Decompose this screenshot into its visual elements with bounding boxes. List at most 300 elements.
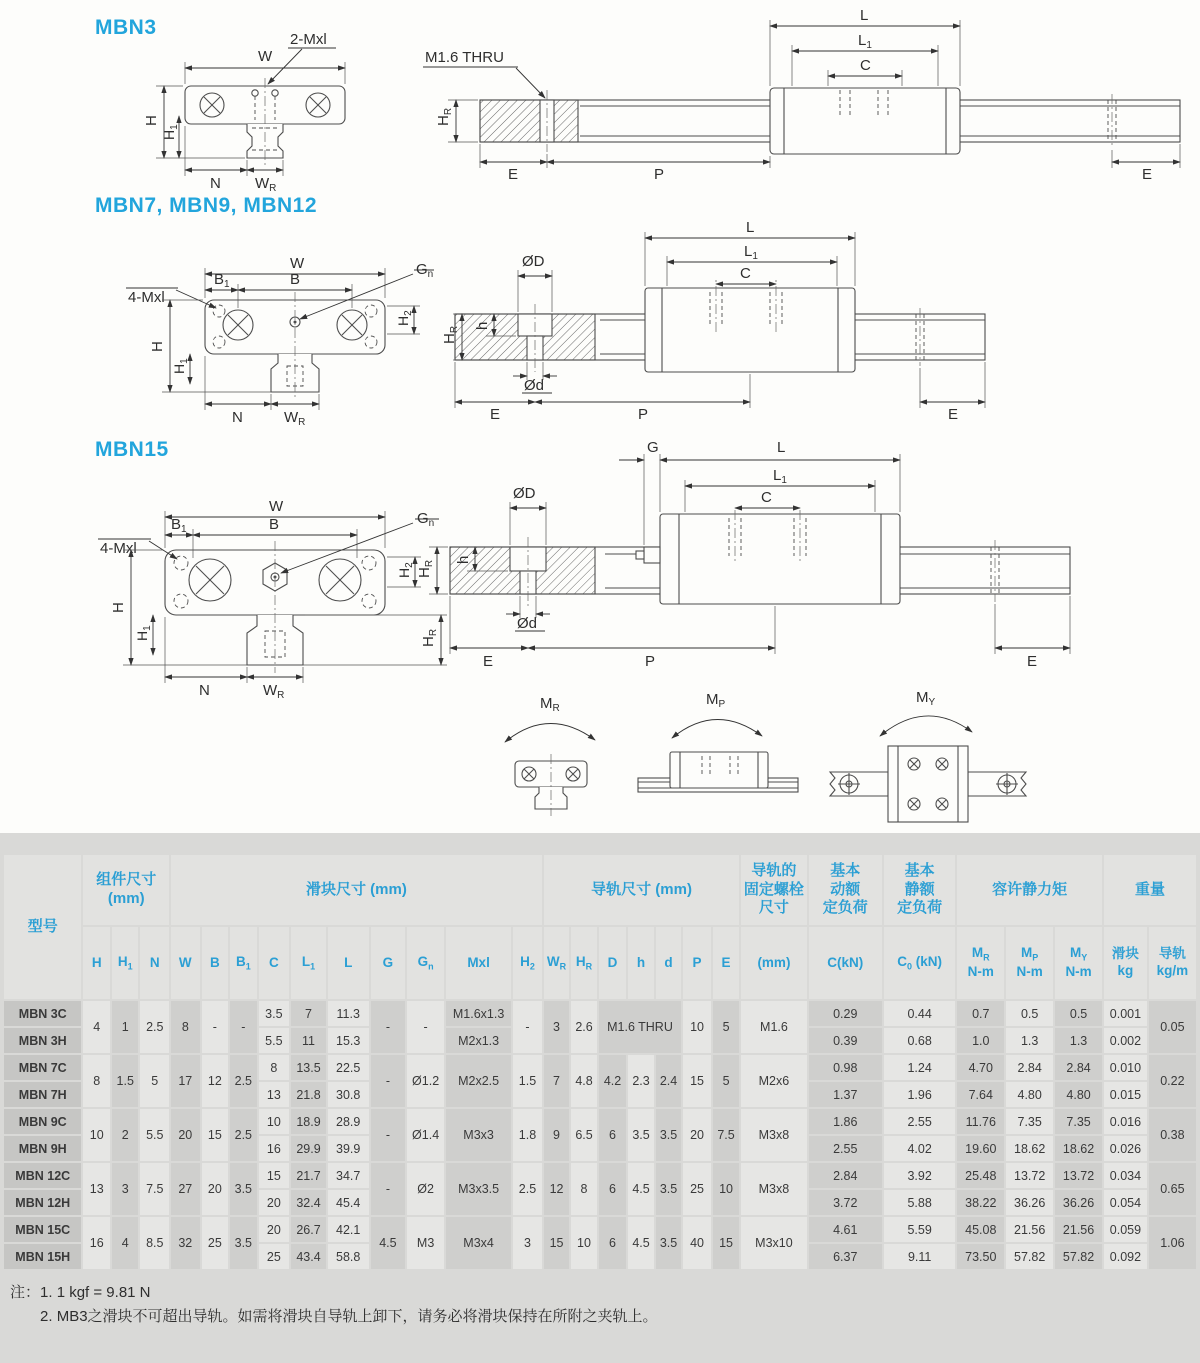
cell: 0.059 [1104, 1217, 1147, 1242]
cell: 2.5 [230, 1055, 257, 1107]
cell: 6.5 [571, 1109, 596, 1161]
col-header-d: d [656, 927, 681, 999]
model-cell: MBN 9H [4, 1136, 81, 1161]
cell: 3.5 [628, 1109, 653, 1161]
dim-label-Gn: $G_n$ [417, 510, 435, 529]
cell: 5 [713, 1055, 740, 1107]
cell: - [371, 1163, 406, 1215]
cell: 0.29 [809, 1001, 882, 1026]
cell: 8.5 [140, 1217, 169, 1269]
cell: 0.092 [1104, 1244, 1147, 1269]
col-header-bolt-mm: (mm) [741, 927, 806, 999]
col-header-WR: $W_R$ [544, 927, 569, 999]
mbn15-side-drawing [405, 432, 1105, 672]
cell: 7.35 [1055, 1109, 1102, 1134]
dim-label-B: B [269, 516, 280, 533]
dim-label-N: N [232, 409, 243, 426]
col-header-E: E [713, 927, 740, 999]
cell: 29.9 [291, 1136, 326, 1161]
col-group-rail: 导轨尺寸 (mm) [544, 855, 740, 925]
cell: 15 [544, 1217, 569, 1269]
cell: 3.5 [656, 1109, 681, 1161]
cell: 45.4 [328, 1190, 369, 1215]
dim-label-E2: E [948, 406, 959, 423]
cell: 1.37 [809, 1082, 882, 1107]
dim-label-L: L [746, 219, 755, 236]
cell: 5.5 [140, 1109, 169, 1161]
cell: 2 [112, 1109, 139, 1161]
cell: 7.64 [957, 1082, 1004, 1107]
cell: 0.39 [809, 1028, 882, 1053]
cell: 13.5 [291, 1055, 326, 1080]
cell: 6 [599, 1217, 627, 1269]
model-cell: MBN 15H [4, 1244, 81, 1269]
dim-label-E2: E [1027, 653, 1038, 670]
dim-label-MP: $M_P$ [706, 691, 726, 710]
mbn15-side-shape [450, 510, 1070, 606]
cell: 22.5 [328, 1055, 369, 1080]
cell: 25 [259, 1244, 290, 1269]
cell: 2.84 [1055, 1055, 1102, 1080]
dim-label-MR: $M_R$ [540, 695, 560, 714]
cell: 15 [259, 1163, 290, 1188]
col-header-N: N [140, 927, 169, 999]
cell: 0.5 [1055, 1001, 1102, 1026]
dim-label-E2: E [1142, 166, 1153, 183]
cell: 0.44 [884, 1001, 955, 1026]
col-header-C0kN: $C_0$ (kN) [884, 927, 955, 999]
cell: - [371, 1001, 406, 1053]
cell: 57.82 [1006, 1244, 1053, 1269]
spec-table-zone [0, 833, 1200, 1363]
cell: - [202, 1001, 229, 1053]
col-group-assembly: 组件尺寸 (mm) [83, 855, 169, 925]
cell: 13 [259, 1082, 290, 1107]
dim-label-4mxl: 4-Mxl [128, 289, 165, 306]
cell: 0.010 [1104, 1055, 1147, 1080]
cell: 15 [202, 1109, 229, 1161]
table-row [4, 1163, 1196, 1188]
cell: 7 [544, 1055, 569, 1107]
cell: 2.5 [230, 1109, 257, 1161]
moment-diagrams [0, 686, 1200, 831]
cell: 1.24 [884, 1055, 955, 1080]
cell: 36.26 [1006, 1190, 1053, 1215]
col-group-dynamic: 基本 动额 定负荷 [809, 855, 882, 925]
col-header-D: D [599, 927, 627, 999]
cell: 4.61 [809, 1217, 882, 1242]
footnote-1: 1. 1 kgf = 9.81 N [40, 1284, 151, 1301]
cell: 1.06 [1149, 1217, 1196, 1269]
cell: 0.001 [1104, 1001, 1147, 1026]
cell: 0.016 [1104, 1109, 1147, 1134]
cell: 1.3 [1055, 1028, 1102, 1053]
cell: 10 [571, 1217, 596, 1269]
spec-table [2, 853, 1198, 1271]
footnote-prefix: 注： [10, 1284, 41, 1301]
cell: 11.76 [957, 1109, 1004, 1134]
model-cell: MBN 9C [4, 1109, 81, 1134]
col-header-Gn: $G_n$ [407, 927, 444, 999]
cell: M3x3 [446, 1109, 511, 1161]
cell: 3.5 [259, 1001, 290, 1026]
dim-label-OD: ØD [513, 485, 536, 502]
cell: 8 [171, 1001, 200, 1053]
cell: 3 [544, 1001, 569, 1053]
dim-label-N: N [210, 175, 221, 192]
col-header-rail-kgm: 导轨 kg/m [1149, 927, 1196, 999]
cell: 7 [291, 1001, 326, 1026]
mbn7912-side-shape [455, 286, 985, 372]
col-header-L1: $L_1$ [291, 927, 326, 999]
cell: 8 [259, 1055, 290, 1080]
dim-label-E: E [508, 166, 519, 183]
cell: 0.05 [1149, 1001, 1196, 1053]
cell: 1.3 [1006, 1028, 1053, 1053]
cell: 0.98 [809, 1055, 882, 1080]
dim-label-H1: $H_1$ [161, 124, 180, 140]
cell: 16 [83, 1217, 110, 1269]
cell: 1 [112, 1001, 139, 1053]
cell: 15.3 [328, 1028, 369, 1053]
dim-label-h: h [455, 555, 472, 564]
cell: 11.3 [328, 1001, 369, 1026]
cell: M3x10 [741, 1217, 806, 1269]
cell: 9.11 [884, 1244, 955, 1269]
cell: 58.8 [328, 1244, 369, 1269]
cell: 18.9 [291, 1109, 326, 1134]
col-header-H: H [83, 927, 110, 999]
dim-label-C: C [761, 489, 772, 506]
cell: 3.92 [884, 1163, 955, 1188]
col-header-H2: $H_2$ [513, 927, 542, 999]
moment-mr [505, 695, 595, 816]
cell: 19.60 [957, 1136, 1004, 1161]
cell: M2x1.3 [446, 1028, 511, 1053]
cell: 4.5 [371, 1217, 406, 1269]
section-title-mbn3: MBN3 [95, 16, 157, 39]
cell: 21.56 [1006, 1217, 1053, 1242]
cell: M3x8 [741, 1109, 806, 1161]
cell: 0.002 [1104, 1028, 1147, 1053]
cell: 5.59 [884, 1217, 955, 1242]
cell: 0.5 [1006, 1001, 1053, 1026]
col-header-HR: $H_R$ [571, 927, 596, 999]
cell: 43.4 [291, 1244, 326, 1269]
col-header-B: B [202, 927, 229, 999]
cell: 25 [683, 1163, 711, 1215]
dim-label-HR: $H_R$ [441, 325, 460, 344]
cell: - [371, 1109, 406, 1161]
cell: 11 [291, 1028, 326, 1053]
cell: 1.96 [884, 1082, 955, 1107]
cell: 0.38 [1149, 1109, 1196, 1161]
col-header-h: h [628, 927, 653, 999]
section-title-mbn7912: MBN7, MBN9, MBN12 [95, 194, 318, 217]
col-header-W: W [171, 927, 200, 999]
cell: 4.5 [628, 1217, 653, 1269]
cell: 12 [202, 1055, 229, 1107]
mbn7912-cross-drawing [120, 222, 450, 427]
col-group-block: 滑块尺寸 (mm) [171, 855, 542, 925]
col-header-P: P [683, 927, 711, 999]
dim-label-C: C [860, 57, 871, 74]
cell: 4.5 [628, 1163, 653, 1215]
dim-label-OD: ØD [522, 253, 545, 270]
cell: 1.86 [809, 1109, 882, 1134]
model-cell: MBN 7C [4, 1055, 81, 1080]
cell: 5 [140, 1055, 169, 1107]
cell: 4.80 [1055, 1082, 1102, 1107]
cell: 3.5 [230, 1217, 257, 1269]
cell: 4.02 [884, 1136, 955, 1161]
cell: 0.7 [957, 1001, 1004, 1026]
cell: 40 [683, 1217, 711, 1269]
cell: 20 [259, 1190, 290, 1215]
cell: 4 [83, 1001, 110, 1053]
dim-label-E: E [490, 406, 501, 423]
cell: 10 [713, 1163, 740, 1215]
cell: 8 [571, 1163, 596, 1215]
col-header-G: G [371, 927, 406, 999]
cell: 5.5 [259, 1028, 290, 1053]
cell: 3.5 [656, 1217, 681, 1269]
dim-label-H2: $H_2$ [396, 562, 415, 578]
cell: 3 [513, 1217, 542, 1269]
cell: 0.054 [1104, 1190, 1147, 1215]
dim-label-L: L [860, 7, 869, 24]
dim-label-B: B [290, 271, 301, 288]
cell: 18.62 [1055, 1136, 1102, 1161]
cell: - [230, 1001, 257, 1053]
col-header-Mxl: Mxl [446, 927, 511, 999]
col-header-MR: $M_R$ N-m [957, 927, 1004, 999]
model-cell: MBN 3H [4, 1028, 81, 1053]
dim-label-HR: $H_R$ [435, 107, 454, 126]
cell: 4.80 [1006, 1082, 1053, 1107]
dim-label-Od: Ød [524, 377, 545, 394]
cell: 4 [112, 1217, 139, 1269]
cell: 6.37 [809, 1244, 882, 1269]
cell: 57.82 [1055, 1244, 1102, 1269]
cell: 73.50 [957, 1244, 1004, 1269]
cell: 32.4 [291, 1190, 326, 1215]
cell: 12 [544, 1163, 569, 1215]
cell: 27 [171, 1163, 200, 1215]
cell: 3.5 [230, 1163, 257, 1215]
dim-label-WR: $W_R$ [255, 175, 277, 194]
table-row [4, 1001, 1196, 1026]
dim-label-P: P [654, 166, 665, 183]
cell: 25.48 [957, 1163, 1004, 1188]
col-group-model: 型号 [4, 855, 81, 999]
cell: 5 [713, 1001, 740, 1053]
cell: 2.6 [571, 1001, 596, 1053]
model-cell: MBN 12H [4, 1190, 81, 1215]
cell: 2.3 [628, 1055, 653, 1107]
col-header-L: L [328, 927, 369, 999]
cell: 1.5 [513, 1055, 542, 1107]
cell: 0.034 [1104, 1163, 1147, 1188]
dim-label-L: L [777, 439, 786, 456]
dim-label-HR: $H_R$ [416, 559, 435, 578]
cell: 34.7 [328, 1163, 369, 1188]
cell: 42.1 [328, 1217, 369, 1242]
cell: 15 [683, 1055, 711, 1107]
col-header-H1: $H_1$ [112, 927, 139, 999]
dim-label-2mxl: 2-Mxl [290, 31, 327, 48]
cell: 2.84 [1006, 1055, 1053, 1080]
dim-label-N: N [199, 682, 210, 699]
cell: M1.6x1.3 [446, 1001, 511, 1026]
cell: 2.5 [513, 1163, 542, 1215]
cell: 1.8 [513, 1109, 542, 1161]
cell: 20 [171, 1109, 200, 1161]
section-title-mbn15: MBN15 [95, 438, 169, 461]
cell: M2x6 [741, 1055, 806, 1107]
dim-label-L1: $L_1$ [858, 32, 872, 51]
dim-label-B1: $B_1$ [171, 516, 187, 535]
cell: 0.026 [1104, 1136, 1147, 1161]
cell: 5.88 [884, 1190, 955, 1215]
cell: 7.5 [713, 1109, 740, 1161]
cell: 0.68 [884, 1028, 955, 1053]
mbn7912-cross-shape [205, 292, 385, 400]
col-header-MY: $M_Y$ N-m [1055, 927, 1102, 999]
cell: - [407, 1001, 444, 1053]
dim-label-E: E [483, 653, 494, 670]
cell: 1.0 [957, 1028, 1004, 1053]
cell: 45.08 [957, 1217, 1004, 1242]
cell: 15 [713, 1217, 740, 1269]
cell: 36.26 [1055, 1190, 1102, 1215]
cell: 9 [544, 1109, 569, 1161]
col-header-slider-kg: 滑块 kg [1104, 927, 1147, 999]
cell: 25 [202, 1217, 229, 1269]
cell: 20 [683, 1109, 711, 1161]
dim-label-H2: $H_2$ [395, 310, 414, 326]
cell: 21.8 [291, 1082, 326, 1107]
cell: M3x3.5 [446, 1163, 511, 1215]
cell: 8 [83, 1055, 110, 1107]
cell: 3.72 [809, 1190, 882, 1215]
cell: 17 [171, 1055, 200, 1107]
cell: M2x2.5 [446, 1055, 511, 1107]
dim-label-H: H [110, 602, 127, 613]
cell: M3x4 [446, 1217, 511, 1269]
dim-label-L1: $L_1$ [744, 243, 758, 262]
header-sub-row [4, 927, 1196, 999]
table-row [4, 1109, 1196, 1134]
cell: 4.2 [599, 1055, 627, 1107]
footnotes [10, 1281, 1200, 1329]
dim-label-H: H [149, 341, 166, 352]
dim-label-H1: $H_1$ [134, 625, 153, 641]
cell: 13.72 [1006, 1163, 1053, 1188]
cell: 13 [83, 1163, 110, 1215]
cell: 20 [259, 1217, 290, 1242]
mbn7912-side-drawing [430, 219, 1010, 423]
model-cell: MBN 7H [4, 1082, 81, 1107]
cell: 3.5 [656, 1163, 681, 1215]
table-row [4, 1055, 1196, 1080]
dim-label-P: P [638, 406, 649, 423]
cell: 3 [112, 1163, 139, 1215]
model-cell: MBN 12C [4, 1163, 81, 1188]
col-group-bolt: 导轨的 固定螺栓 尺寸 [741, 855, 806, 925]
dim-label-H1: $H_1$ [171, 358, 190, 374]
cell: 0.015 [1104, 1082, 1147, 1107]
dim-label-G: G [647, 439, 659, 456]
dim-label-4mxl: 4-Mxl [100, 540, 137, 557]
cell: 21.7 [291, 1163, 326, 1188]
model-cell: MBN 3C [4, 1001, 81, 1026]
cell: 0.65 [1149, 1163, 1196, 1215]
dim-label-C: C [740, 265, 751, 282]
cell: - [371, 1055, 406, 1107]
cell: 13.72 [1055, 1163, 1102, 1188]
cell: 6 [599, 1163, 627, 1215]
dim-label-WR: $W_R$ [263, 682, 285, 701]
cell: 28.9 [328, 1109, 369, 1134]
cell: Ø1.2 [407, 1055, 444, 1107]
cell: 10 [683, 1001, 711, 1053]
cell: 2.5 [140, 1001, 169, 1053]
cell: 2.55 [884, 1109, 955, 1134]
table-row [4, 1217, 1196, 1242]
model-cell: MBN 15C [4, 1217, 81, 1242]
cell: M1.6 [741, 1001, 806, 1053]
mbn3-side-drawing [420, 2, 1200, 182]
cell: M3x8 [741, 1163, 806, 1215]
mbn3-cross-drawing [140, 28, 380, 193]
dim-label-Od: Ød [517, 615, 538, 632]
cell: 4.8 [571, 1055, 596, 1107]
dim-label-P: P [645, 653, 656, 670]
cell: 4.70 [957, 1055, 1004, 1080]
mbn3-cross-shape [185, 78, 345, 168]
dim-label-H: H [143, 115, 160, 126]
cell: 39.9 [328, 1136, 369, 1161]
dim-label-W: W [258, 48, 273, 65]
header-group-row [4, 855, 1196, 925]
dim-label-W: W [269, 498, 284, 515]
mbn15-cross-shape [165, 541, 385, 673]
cell: - [513, 1001, 542, 1053]
dim-label-HR: $H_R$ [420, 628, 439, 647]
cell: 38.22 [957, 1190, 1004, 1215]
col-group-weight: 重量 [1104, 855, 1196, 925]
cell: 6 [599, 1109, 627, 1161]
dim-label-W: W [290, 255, 305, 272]
cell: 26.7 [291, 1217, 326, 1242]
cell: 7.5 [140, 1163, 169, 1215]
cell: M3 [407, 1217, 444, 1269]
cell: 10 [83, 1109, 110, 1161]
cell: 7.35 [1006, 1109, 1053, 1134]
cell: 30.8 [328, 1082, 369, 1107]
col-header-MP: $M_P$ N-m [1006, 927, 1053, 999]
dim-label-B1: $B_1$ [214, 271, 230, 290]
cell: 0.22 [1149, 1055, 1196, 1107]
dim-label-L1: $L_1$ [773, 467, 787, 486]
cell: 2.4 [656, 1055, 681, 1107]
col-header-B1: $B_1$ [230, 927, 257, 999]
cell: 16 [259, 1136, 290, 1161]
cell: 10 [259, 1109, 290, 1134]
col-group-moment: 容许静力矩 [957, 855, 1102, 925]
mbn3-side-shape [480, 88, 1180, 154]
